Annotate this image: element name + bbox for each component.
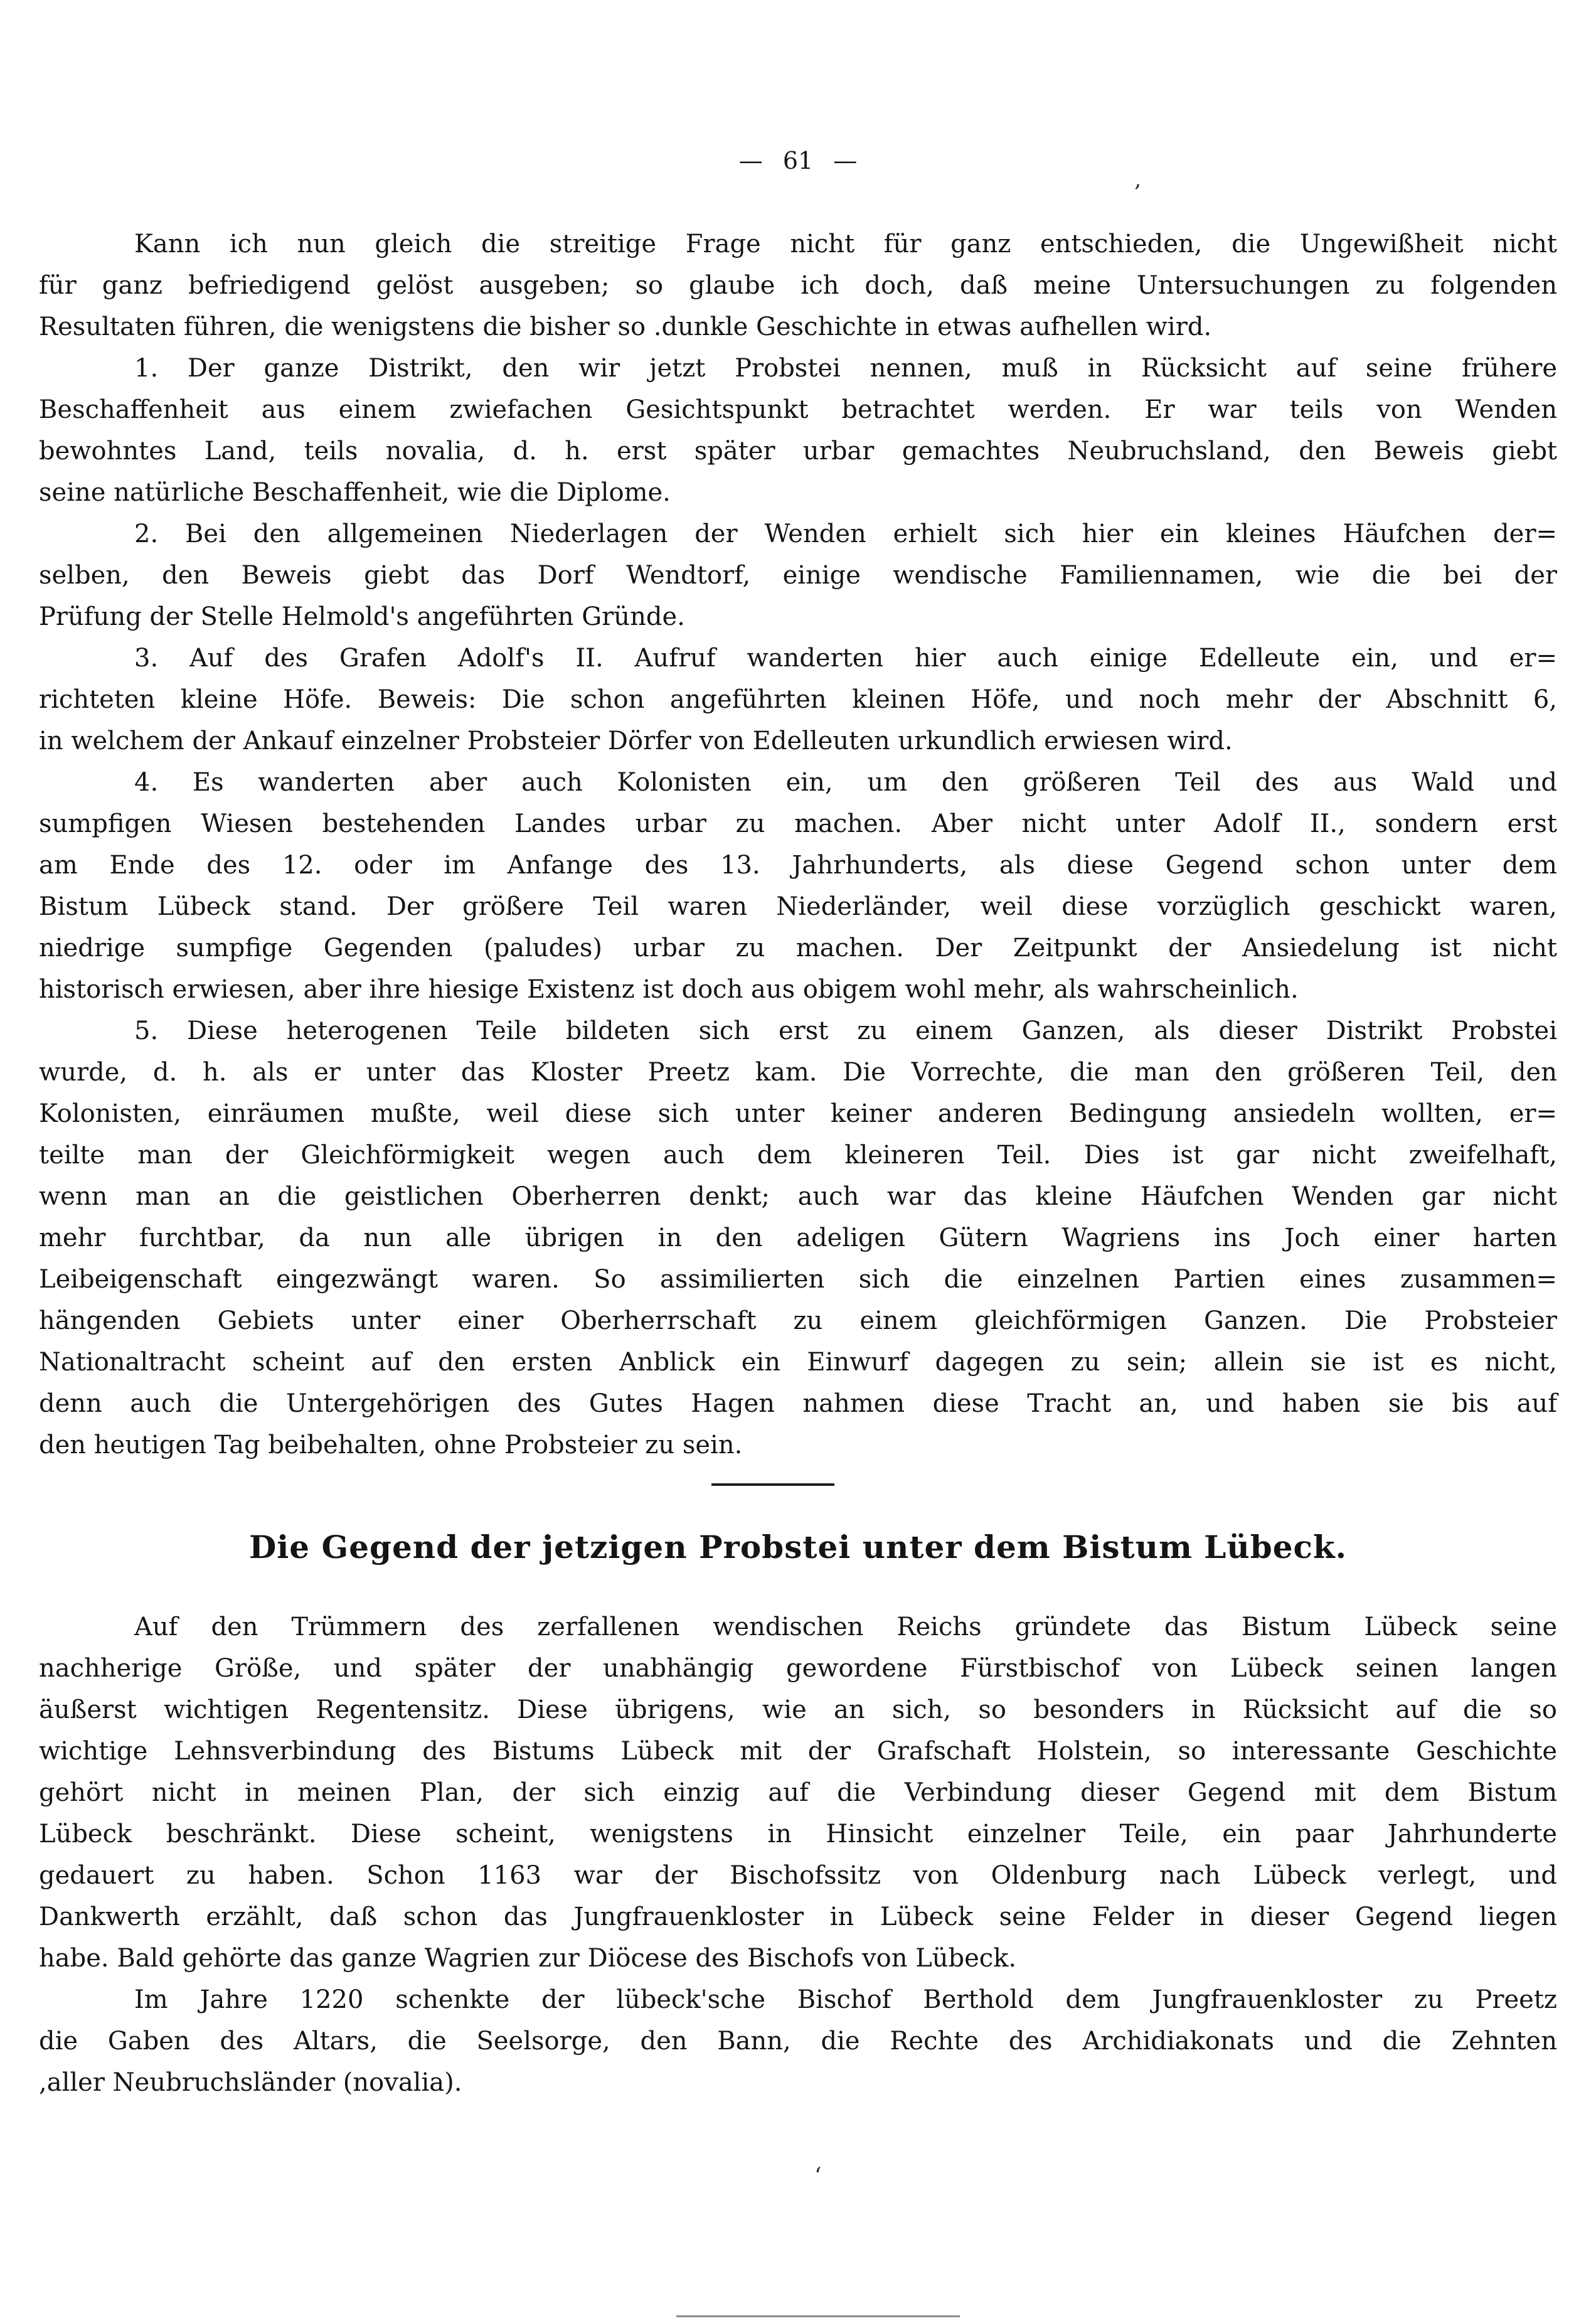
text-line: habe. Bald gehörte das ganze Wagrien zur Diöcese des Bischofs von Lübeck. — [39, 1944, 1017, 1973]
text-line: Auf den Trümmern des zerfallenen wendischen Reichs gründete das Bistum Lübeck seine — [134, 1613, 1557, 1641]
scan-edge-artifact — [676, 2315, 960, 2317]
paragraph — [39, 762, 1557, 1010]
text-line: nachherige Größe, und später der unabhängig gewordene Fürstbischof von Lübeck seinen langen — [39, 1654, 1557, 1683]
text-line: wenn man an die geistlichen Oberherren denkt; auch war das kleine Häufchen Wenden gar nicht — [39, 1182, 1557, 1211]
text-line: Lübeck beschränkt. Diese scheint, wenigstens in Hinsicht einzelner Teile, ein paar Jahrhunderte — [39, 1820, 1557, 1849]
text-line: die Gaben des Altars, die Seelsorge, den Bann, die Rechte des Archidiakonats und die Zehnten — [39, 2027, 1557, 2056]
text-line: den heutigen Tag beibehalten, ohne Probsteier zu sein. — [39, 1431, 743, 1459]
paragraph — [39, 348, 1557, 513]
text-line: 1. Der ganze Distrikt, den wir jetzt Probstei nennen, muß in Rücksicht auf seine frühere — [134, 354, 1557, 383]
text-line: Nationaltracht scheint auf den ersten Anblick ein Einwurf dagegen zu sein; allein sie ist es nicht, — [39, 1348, 1557, 1377]
text-line: Kann ich nun gleich die streitige Frage nicht für ganz entschieden, die Ungewißheit nicht — [134, 230, 1557, 259]
paragraph — [39, 1979, 1557, 2103]
text-line: bewohntes Land, teils novalia, d. h. erst später urbar gemachtes Neubruchsland, den Beweis giebt — [39, 437, 1557, 466]
ink-speck-footer: ‘ — [814, 2164, 822, 2189]
text-line: mehr furchtbar, da nun alle übrigen in den adeligen Gütern Wagriens ins Joch einer harten — [39, 1224, 1557, 1252]
text-line: 3. Auf des Grafen Adolf's II. Aufruf wanderten hier auch einige Edelleute ein, und er= — [134, 644, 1557, 673]
text-line: teilte man der Gleichförmigkeit wegen auch dem kleineren Teil. Dies ist gar nicht zweifelhaft, — [39, 1141, 1557, 1170]
text-line: ,aller Neubruchsländer (novalia). — [39, 2068, 462, 2097]
text-line: Resultaten führen, die wenigstens die bisher so .dunkle Geschichte in etwas aufhellen wird. — [39, 312, 1212, 341]
text-line: äußerst wichtigen Regentensitz. Diese übrigens, wie an sich, so besonders in Rücksicht auf die so — [39, 1695, 1557, 1724]
text-line: Im Jahre 1220 schenkte der lübeck'sche Bischof Berthold dem Jungfrauenkloster zu Preetz — [134, 1985, 1557, 2014]
text-line: 5. Diese heterogenen Teile bildeten sich erst zu einem Ganzen, als dieser Distrikt Probstei — [134, 1016, 1557, 1045]
text-line: 4. Es wanderten aber auch Kolonisten ein, um den größeren Teil des aus Wald und — [134, 768, 1557, 797]
text-line: Dankwerth erzählt, daß schon das Jungfrauenkloster in Lübeck seine Felder in dieser Gegend liegen — [39, 1902, 1557, 1931]
section-divider — [711, 1483, 834, 1486]
text-line: sumpfigen Wiesen bestehenden Landes urbar zu machen. Aber nicht unter Adolf II., sondern erst — [39, 809, 1557, 838]
text-line: historisch erwiesen, aber ihre hiesige Existenz ist doch aus obigem wohl mehr, als wahrscheinlich. — [39, 975, 1299, 1004]
text-line: für ganz befriedigend gelöst ausgeben; so glaube ich doch, daß meine Untersuchungen zu folgenden — [39, 271, 1557, 300]
text-line: selben, den Beweis giebt das Dorf Wendtorf, einige wendische Familiennamen, wie die bei der — [39, 561, 1557, 590]
text-line: gehört nicht in meinen Plan, der sich einzig auf die Verbindung dieser Gegend mit dem Bistum — [39, 1778, 1557, 1807]
section-heading: Die Gegend der jetzigen Probstei unter dem Bistum Lübeck. — [248, 1529, 1348, 1566]
text-block — [39, 223, 1557, 2103]
text-line: Bistum Lübeck stand. Der größere Teil waren Niederländer, weil diese vorzüglich geschickt waren, — [39, 892, 1557, 921]
text-line: richteten kleine Höfe. Beweis: Die schon angeführten kleinen Höfe, und noch mehr der Abschnitt 6, — [39, 685, 1557, 714]
paragraph — [39, 1606, 1557, 1979]
paragraph — [39, 638, 1557, 762]
page-number: — 61 — — [738, 147, 858, 174]
text-line: niedrige sumpfige Gegenden (paludes) urbar zu machen. Der Zeitpunkt der Ansiedelung ist nicht — [39, 934, 1557, 963]
text-line: Prüfung der Stelle Helmold's angeführten Gründe. — [39, 602, 685, 631]
text-line: wichtige Lehnsverbindung des Bistums Lübeck mit der Grafschaft Holstein, so interessante Geschichte — [39, 1737, 1557, 1766]
text-line: Beschaffenheit aus einem zwiefachen Gesichtspunkt betrachtet werden. Er war teils von Wenden — [39, 395, 1557, 424]
paragraph — [39, 513, 1557, 638]
ink-speck-header: ‚ — [1134, 167, 1141, 192]
text-line: 2. Bei den allgemeinen Niederlagen der Wenden erhielt sich hier ein kleines Häufchen der= — [134, 520, 1557, 548]
text-line: seine natürliche Beschaffenheit, wie die Diplome. — [39, 478, 671, 507]
paragraph — [39, 223, 1557, 348]
text-line: Kolonisten, einräumen mußte, weil diese sich unter keiner anderen Bedingung ansiedeln wollten, er= — [39, 1099, 1557, 1128]
text-line: in welchem der Ankauf einzelner Probsteier Dörfer von Edelleuten urkundlich erwiesen wird. — [39, 727, 1233, 755]
text-line: am Ende des 12. oder im Anfange des 13. Jahrhunderts, als diese Gegend schon unter dem — [39, 851, 1557, 880]
text-line: Leibeigenschaft eingezwängt waren. So assimilierten sich die einzelnen Partien eines zusammen= — [39, 1265, 1557, 1294]
text-line: denn auch die Untergehörigen des Gutes Hagen nahmen diese Tracht an, und haben sie bis auf — [39, 1389, 1557, 1418]
paragraph — [39, 1010, 1557, 1466]
text-line: hängenden Gebiets unter einer Oberherrschaft zu einem gleichförmigen Ganzen. Die Probsteier — [39, 1306, 1557, 1335]
text-line: gedauert zu haben. Schon 1163 war der Bischofssitz von Oldenburg nach Lübeck verlegt, und — [39, 1861, 1557, 1890]
text-line: wurde, d. h. als er unter das Kloster Preetz kam. Die Vorrechte, die man den größeren Teil, den — [39, 1058, 1557, 1087]
